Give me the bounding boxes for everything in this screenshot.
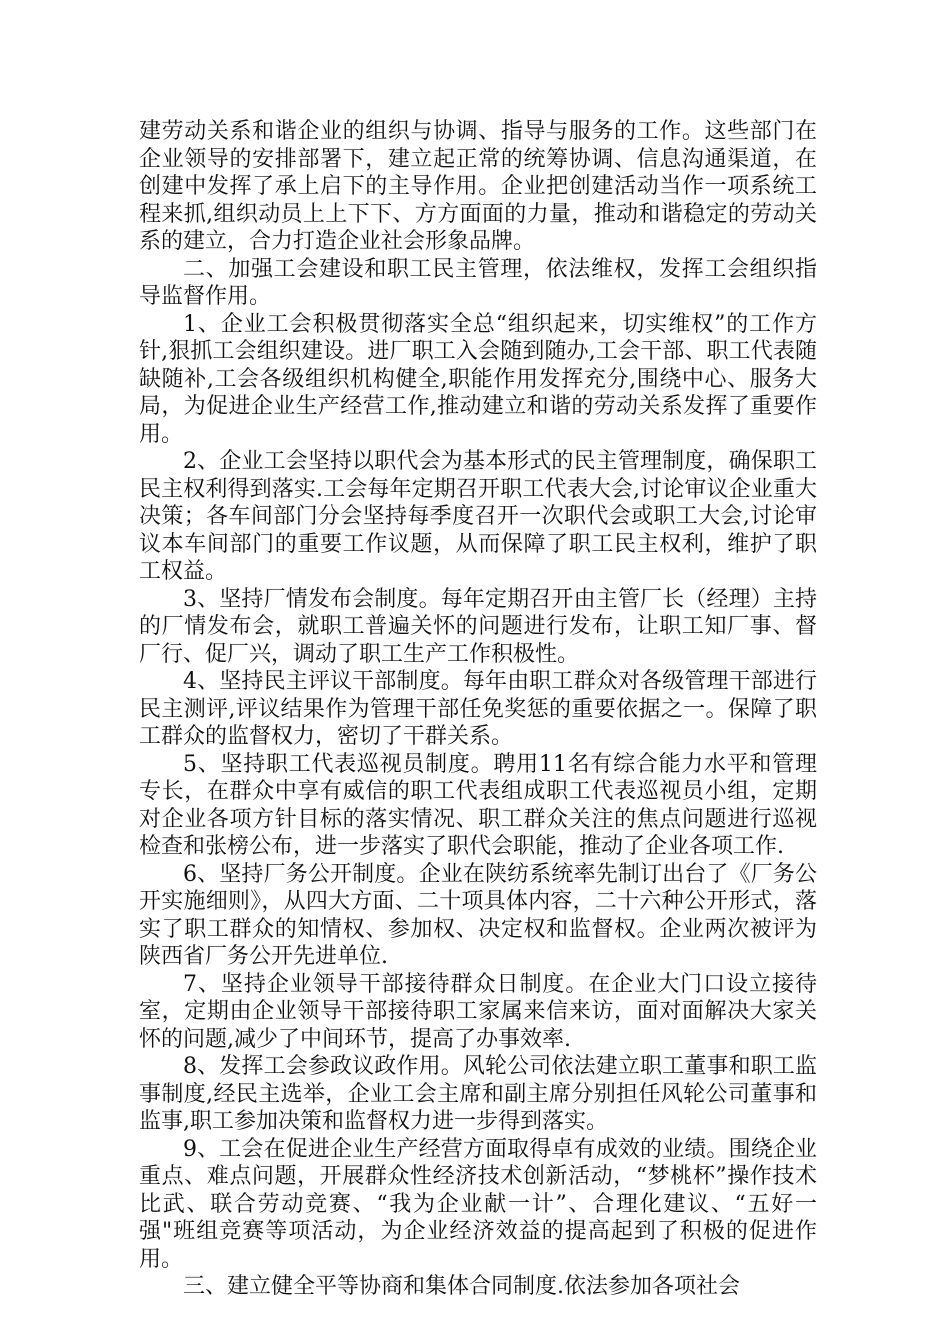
paragraph-1: 二、加强工会建设和职工民主管理，依法维权，发挥工会组织指导监督作用。 (139, 256, 817, 309)
paragraph-2: 1、企业工会积极贯彻落实全总“组织起来，切实维权”的工作方针,狠抓工会组织建设。进厂职工入会随到随办,工会干部、职工代表随缺随补,工会各级组织机构健全,职能作用发挥充分,围绕中心、服务大局，为促进企业生产经营工作,推动建立和谐的劳动关系发挥了重要作用。 (139, 311, 817, 447)
paragraph-11: 三、建立健全平等协商和集体合同制度.依法参加各项社会 (183, 1274, 740, 1299)
paragraph-0: 建劳动关系和谐企业的组织与协调、指导与服务的工作。这些部门在企业领导的安排部署下，建立起正常的统筹协调、信息沟通渠道，在创建中发挥了承上启下的主导作用。企业把创建活动当作一项系统工程来抓,组织动员上上下下、方方面面的力量，推动和谐稳定的劳动关系的建立，合力打造企业社会形象品牌。 (139, 119, 817, 254)
document-body (139, 118, 817, 1301)
paragraph-3: 2、企业工会坚持以职代会为基本形式的民主管理制度，确保职工民主权利得到落实.工会每年定期召开职工代表大会,讨论审议企业重大决策；各车间部门分会坚持每季度召开一次职代会或职工大会,讨论审议本车间部门的重要工作议题，从而保障了职工民主权利，维护了职工权益。 (139, 449, 817, 584)
paragraph-9: 8、发挥工会参政议政作用。风轮公司依法建立职工董事和职工监事制度,经民主选举，企业工会主席和副主席分别担任风轮公司董事和监事,职工参加决策和监督权力进一步得到落实。 (139, 1054, 817, 1134)
paragraph-10: 9、工会在促进企业生产经营方面取得卓有成效的业绩。围绕企业重点、难点问题，开展群众性经济技术创新活动，“梦桃杯”操作技术比武、联合劳动竞赛、“我为企业献一计”、合理化建议、“五好一强"班组竞赛等项活动，为企业经济效益的提高起到了积极的促进作用。 (139, 1136, 817, 1272)
paragraph-4: 3、坚持厂情发布会制度。每年定期召开由主管厂长（经理）主持的厂情发布会，就职工普遍关怀的问题进行发布，让职工知厂事、督厂行、促厂兴，调动了职工生产工作积极性。 (139, 586, 817, 667)
paragraph-5: 4、坚持民主评议干部制度。每年由职工群众对各级管理干部进行民主测评,评议结果作为管理干部任免奖惩的重要依据之一。保障了职工群众的监督权力，密切了干群关系。 (139, 669, 817, 749)
paragraph-8: 7、坚持企业领导干部接待群众日制度。在企业大门口设立接待室，定期由企业领导干部接待职工家属来信来访，面对面解决大家关怀的问题,减少了中间环节，提高了办事效率. (139, 971, 817, 1052)
paragraph-7: 6、坚持厂务公开制度。企业在陕纺系统率先制订出台了《厂务公开实施细则》，从四大方面、二十项具体内容，二十六种公开形式，落实了职工群众的知情权、参加权、决定权和监督权。企业两次被评为陕西省厂务公开先进单位. (139, 861, 817, 969)
paragraph-6: 5、坚持职工代表巡视员制度。聘用11名有综合能力水平和管理专长，在群众中享有威信的职工代表组成职工代表巡视员小组，定期对企业各项方针目标的落实情况、职工群众关注的焦点问题进行巡视检查和张榜公布，进一步落实了职代会职能，推动了企业各项工作. (139, 751, 817, 859)
